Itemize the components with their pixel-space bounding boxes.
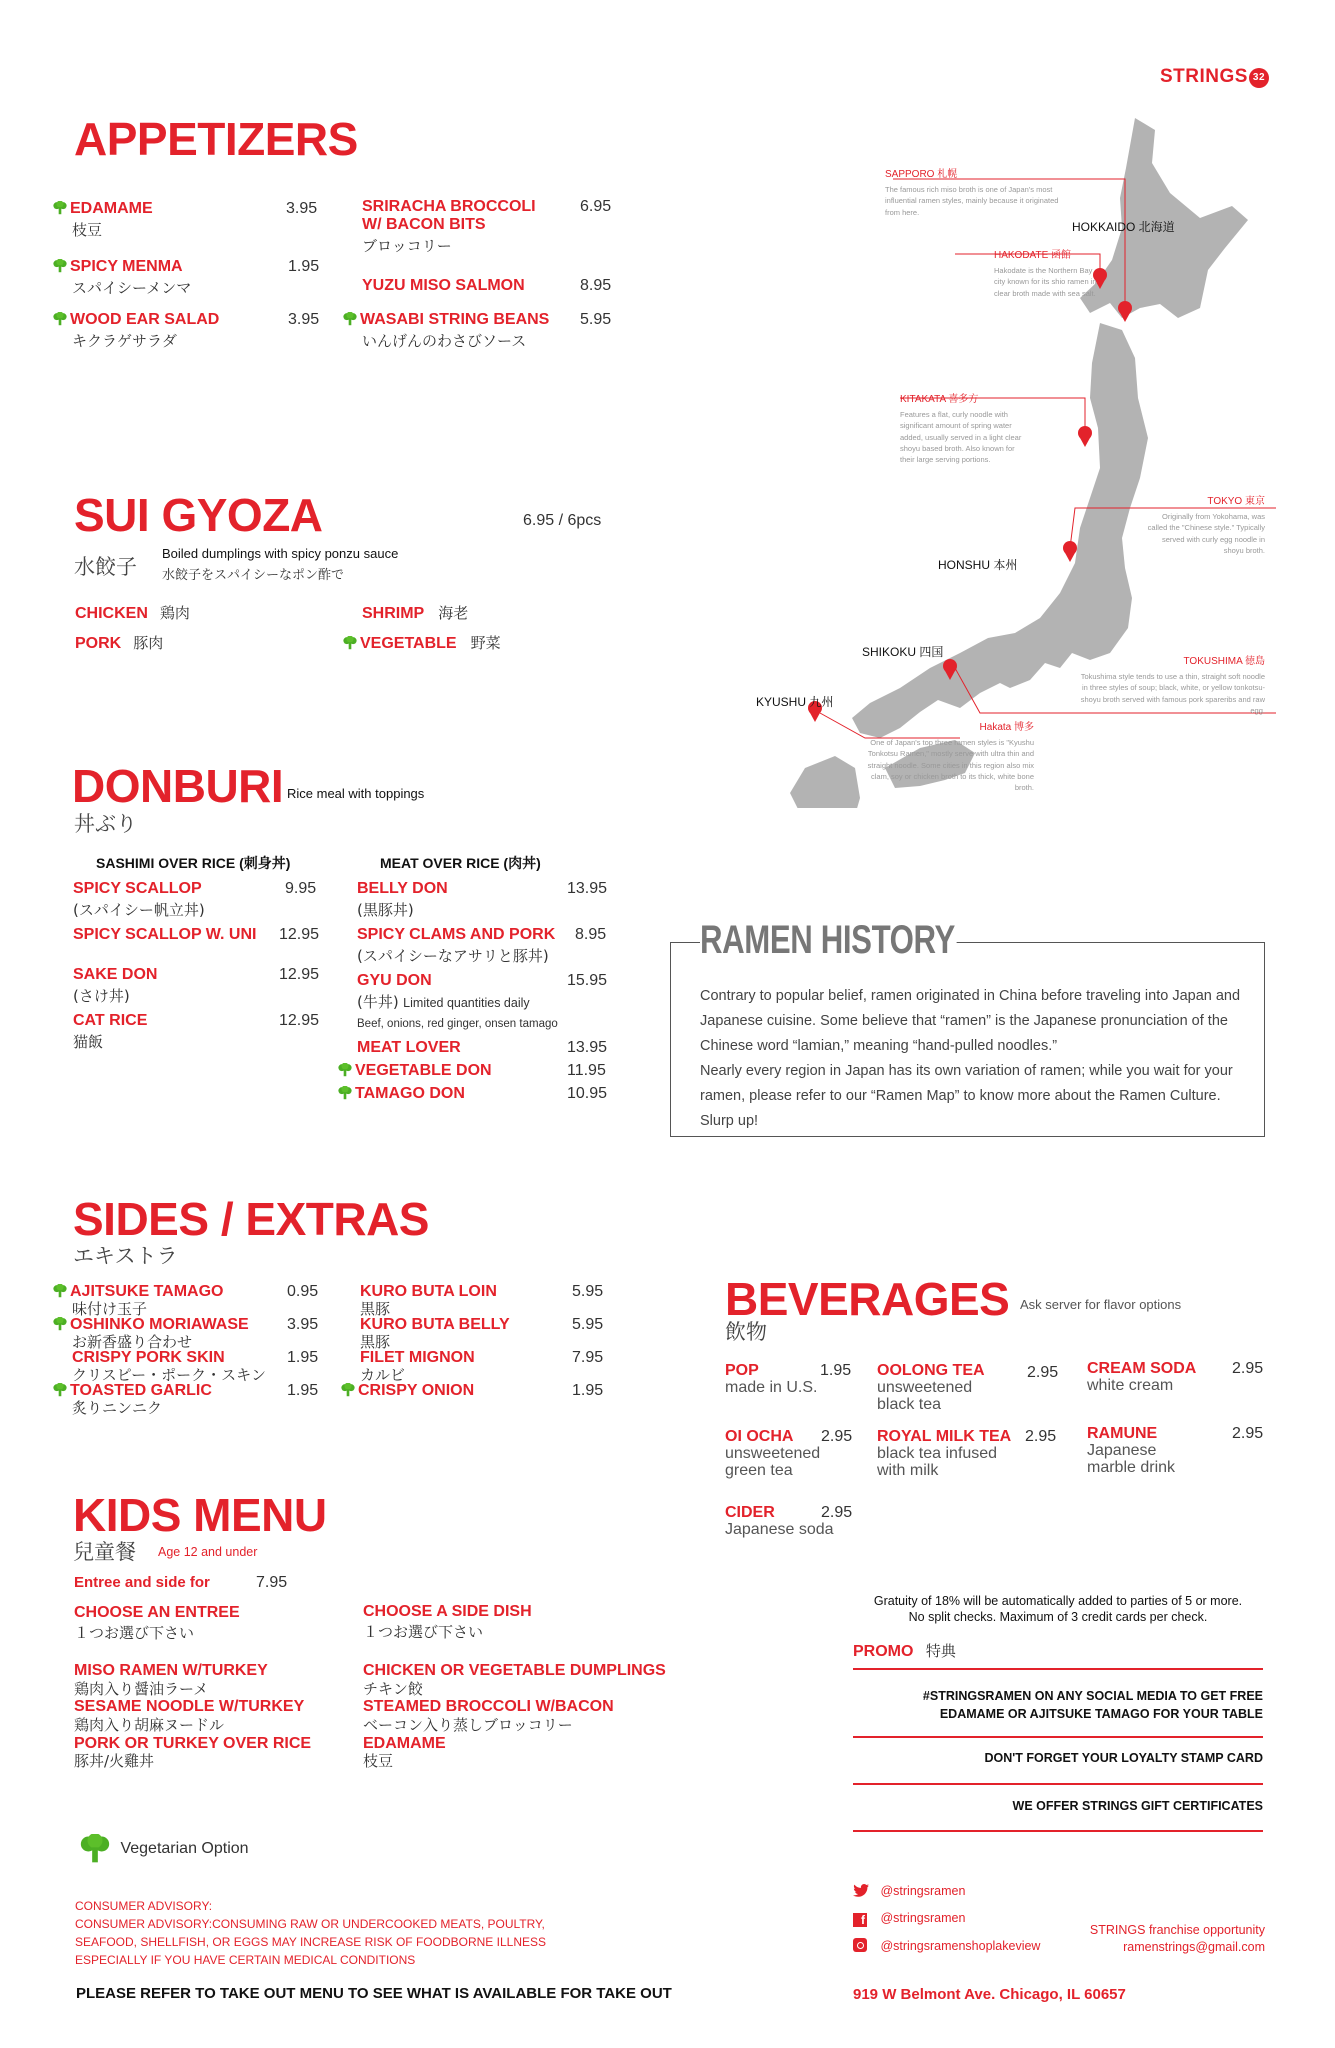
- beverages-title: BEVERAGES: [725, 1273, 1010, 1325]
- map-region: HAKODATE 函館 Hakodate is the Northern Bay city known for its shio ramen in clear broth made with sea salt.: [994, 250, 1097, 298]
- promo-divider: [853, 1736, 1263, 1738]
- menu-item: SPICY CLAMS AND PORK (スパイシーなアサリと豚丼) 8.95: [357, 926, 607, 965]
- island-label: HONSHU 本州: [938, 558, 1018, 572]
- menu-item: CRISPY ONION 1.95: [340, 1382, 610, 1400]
- map-pin: [1063, 541, 1077, 562]
- consumer-advisory: CONSUMER ADVISORY: CONSUMER ADVISORY:CONSUMING RAW OR UNDERCOOKED MEATS, POULTRY, SEAFOOD, SHELLFISH, OR EGGS MAY INCREASE RISK OF FOODBORNE ILLNESS ESPECIALLY IF YOU HAVE CERTAIN MEDICAL CONDITIONS: [75, 1899, 546, 1967]
- map-pin: [1118, 301, 1132, 322]
- menu-item: EDAMAME 枝豆 3.95: [52, 200, 322, 240]
- ramen-history-title: RAMEN HISTORY: [700, 918, 955, 962]
- menu-item: SPICY MENMA スパイシーメンマ 1.95: [52, 258, 322, 298]
- island-label: SHIKOKU 四国: [862, 645, 944, 659]
- map-pin: [1078, 426, 1092, 447]
- broccoli-icon: [52, 201, 68, 215]
- promo-label: PROMO 特典: [853, 1642, 956, 1660]
- gyoza-option: PORK 豚肉: [75, 634, 164, 652]
- broccoli-icon: [337, 1086, 353, 1100]
- beverage-item: RAMUNE Japanese marble drink 2.95: [1087, 1425, 1264, 1476]
- meat-header: MEAT OVER RICE (肉丼): [380, 855, 541, 871]
- menu-item: CAT RICE 猫飯 12.95: [73, 1012, 320, 1051]
- map-region: KITAKATA 喜多方 Features a flat, curly noodle with significant amount of spring water added, usually served in a light clear shoyu based broth. Also known for their large serving portions.: [900, 394, 1022, 464]
- donburi-subtitle: Rice meal with toppings: [287, 786, 425, 801]
- broccoli-icon: [342, 636, 358, 650]
- kids-price: 7.95: [256, 1574, 288, 1591]
- map-region: TOKUSHIMA 徳島 Tokushima style tends to use a thin, straight soft noodle in three styles of soup; black, white, or yellow tonkotsu-shoyu broth served with famous pork spareribs and raw egg.: [1080, 656, 1265, 715]
- broccoli-icon: [342, 312, 358, 326]
- menu-item: CRISPY PORK SKIN クリスピー・ポーク・スキン 1.95: [72, 1349, 319, 1384]
- menu-item: AJITSUKE TAMAGO 味付け玉子 0.95: [52, 1283, 322, 1319]
- broccoli-icon: [340, 1383, 356, 1397]
- kids-side-header: CHOOSE A SIDE DISH １つお選び下さい: [363, 1603, 532, 1641]
- gyoza-title: SUI GYOZA: [74, 489, 323, 541]
- menu-item: SPICY SCALLOP (スパイシー帆立丼) 9.95: [73, 880, 317, 919]
- broccoli-icon: [337, 1063, 353, 1077]
- menu-item: SPICY SCALLOP W. UNI 12.95: [73, 926, 320, 943]
- menu-item: YUZU MISO SALMON 8.95: [362, 277, 612, 294]
- gyoza-price: 6.95 / 6pcs: [523, 512, 602, 529]
- gratuity-note: Gratuity of 18% will be automatically added to parties of 5 or more. No split checks. Maximum of 3 credit cards per check.: [873, 1594, 1243, 1625]
- menu-item: SAKE DON (さけ丼) 12.95: [73, 966, 320, 1005]
- social-facebook: f @stringsramen: [853, 1911, 965, 1927]
- menu-item: SRIRACHA BROCCOLI W/ BACON BITS ブロッコリー 6.95: [362, 198, 612, 256]
- ramen-history-text: Contrary to popular belief, ramen originated in China before traveling into Japan and Japanese cuisine. Some believe that “ramen” is the Japanese pronunciation of the Chinese word “lamian,” meaning “hand-pulled noodles.” Nearly every region in Japan has its own variation of ramen; while you wait for your ramen, please refer to our “Ramen Map” to know more about the Ramen Culture. Slurp up!: [700, 988, 1241, 1129]
- menu-item: BELLY DON (黒豚丼) 13.95: [357, 880, 608, 919]
- logo: STRINGS 32: [1160, 66, 1269, 88]
- gyoza-jp: 水餃子: [74, 555, 137, 579]
- beverage-item: OOLONG TEA unsweetened black tea 2.95: [877, 1362, 1059, 1413]
- broccoli-icon: [52, 1284, 68, 1298]
- promo-divider: [853, 1668, 1263, 1670]
- broccoli-icon: [52, 1383, 68, 1397]
- menu-item: WASABI STRING BEANS いんげんのわさびソース 5.95: [342, 311, 622, 351]
- sides-title: SIDES / EXTRAS: [73, 1193, 429, 1245]
- takeout-note: PLEASE REFER TO TAKE OUT MENU TO SEE WHAT IS AVAILABLE FOR TAKE OUT: [76, 1985, 672, 2002]
- beverage-item: OI OCHA unsweetened green tea 2.95: [725, 1428, 853, 1479]
- promo-text: #STRINGSRAMEN ON ANY SOCIAL MEDIA TO GET FREE EDAMAME OR AJITSUKE TAMAGO FOR YOUR TABLE: [922, 1689, 1263, 1721]
- address: 919 W Belmont Ave. Chicago, IL 60657: [853, 1986, 1126, 2003]
- kids-age: Age 12 and under: [158, 1545, 258, 1559]
- gyoza-option: VEGETABLE 野菜: [342, 634, 501, 653]
- broccoli-icon: [78, 1834, 112, 1864]
- broccoli-icon: [52, 259, 68, 273]
- map-region: SAPPORO 札幌 The famous rich miso broth is one of Japan's most influential ramen styles, mainly because it originated from here.: [885, 169, 1059, 217]
- social-twitter: @stringsramen: [853, 1884, 965, 1898]
- map-region: TOKYO 東京 Originally from Yokohama, was called the "Chinese style." Typically served with curly egg noodle in shoyu broth.: [1147, 496, 1265, 555]
- menu-item: KURO BUTA LOIN 黒豚 5.95: [360, 1283, 604, 1318]
- menu-item: OSHINKO MORIAWASE お新香盛り合わせ 3.95: [52, 1316, 322, 1352]
- kids-entree-side-label: Entree and side for: [74, 1574, 210, 1591]
- promo-divider: [853, 1783, 1263, 1785]
- twitter-icon: [853, 1884, 869, 1897]
- beverages-jp: 飲物: [725, 1320, 767, 1344]
- gyoza-option: SHRIMP 海老: [362, 604, 469, 622]
- kids-side-list: CHICKEN OR VEGETABLE DUMPLINGS チキン餃 STEAMED BROCCOLI W/BACON ベーコン入り蒸しブロッコリー EDAMAME 枝豆: [363, 1662, 666, 1771]
- menu-item: VEGETABLE DON 11.95: [337, 1062, 612, 1080]
- gyoza-option: CHICKEN 鶏肉: [75, 604, 190, 622]
- kids-title: KIDS MENU: [73, 1489, 327, 1541]
- franchise-info: STRINGS franchise opportunity ramenstrings@gmail.com: [1089, 1923, 1265, 1954]
- broccoli-icon: [52, 1317, 68, 1331]
- donburi-title: DONBURI: [72, 760, 284, 812]
- promo-text: DON'T FORGET YOUR LOYALTY STAMP CARD: [984, 1751, 1263, 1765]
- sides-jp: エキストラ: [73, 1244, 178, 1268]
- broccoli-icon: [52, 312, 68, 326]
- map-region: Hakata 博多 One of Japan's top three ramen styles is "Kyushu Tonkotsu Ramen," mostly serve with ultra thin and straight noodle. Some cities in this region also mix clam, soy or chicken broth to its thick, white bone broth.: [867, 722, 1034, 792]
- menu-item: FILET MIGNON カルビ 7.95: [360, 1349, 604, 1384]
- kids-jp: 兒童餐: [73, 1540, 136, 1564]
- menu-item: KURO BUTA BELLY 黒豚 5.95: [360, 1316, 604, 1351]
- logo-badge: 32: [1249, 68, 1269, 88]
- gyoza-desc-jp: 水餃子をスパイシーなポン酢で: [162, 568, 345, 583]
- social-instagram: @stringsramenshoplakeview: [853, 1938, 1040, 1953]
- promo-text: WE OFFER STRINGS GIFT CERTIFICATES: [1012, 1799, 1263, 1813]
- menu-item: WOOD EAR SALAD キクラゲサラダ 3.95: [52, 311, 322, 351]
- beverage-item: ROYAL MILK TEA black tea infused with milk 2.95: [877, 1428, 1057, 1479]
- instagram-icon: [853, 1938, 867, 1952]
- kids-entree-list: MISO RAMEN W/TURKEY 鶏肉入り醤油ラーメ SESAME NOODLE W/TURKEY 鶏肉入り胡麻ヌードル PORK OR TURKEY OVER RICE 豚丼/火雞丼: [74, 1662, 312, 1771]
- beverages-note: Ask server for flavor options: [1020, 1297, 1182, 1312]
- promo-divider: [853, 1830, 1263, 1832]
- island-label: KYUSHU 九州: [756, 695, 834, 709]
- sashimi-header: SASHIMI OVER RICE (刺身丼): [96, 855, 291, 871]
- appetizers-title: APPETIZERS: [74, 113, 358, 165]
- kids-entree-header: CHOOSE AN ENTREE １つお選び下さい: [74, 1604, 240, 1642]
- menu-item: TOASTED GARLIC 炙りニンニク 1.95: [52, 1382, 322, 1418]
- menu-item: MEAT LOVER 13.95: [357, 1039, 608, 1056]
- veg-legend: Vegetarian Option: [78, 1834, 249, 1864]
- menu-item: GYU DON (牛丼) Limited quantities daily Beef, onions, red ginger, onsen tamago 15.95: [357, 972, 608, 1030]
- beverage-item: CIDER Japanese soda 2.95: [725, 1504, 853, 1538]
- beverage-item: POP made in U.S. 1.95: [725, 1362, 852, 1396]
- island-label: HOKKAIDO 北海道: [1072, 220, 1175, 234]
- gyoza-desc: Boiled dumplings with spicy ponzu sauce: [162, 546, 399, 561]
- kyushu-shape: [790, 756, 860, 808]
- facebook-icon: f: [853, 1913, 867, 1927]
- beverage-item: CREAM SODA white cream 2.95: [1087, 1360, 1264, 1394]
- donburi-jp: 丼ぶり: [74, 812, 137, 836]
- menu-item: TAMAGO DON 10.95: [337, 1085, 612, 1103]
